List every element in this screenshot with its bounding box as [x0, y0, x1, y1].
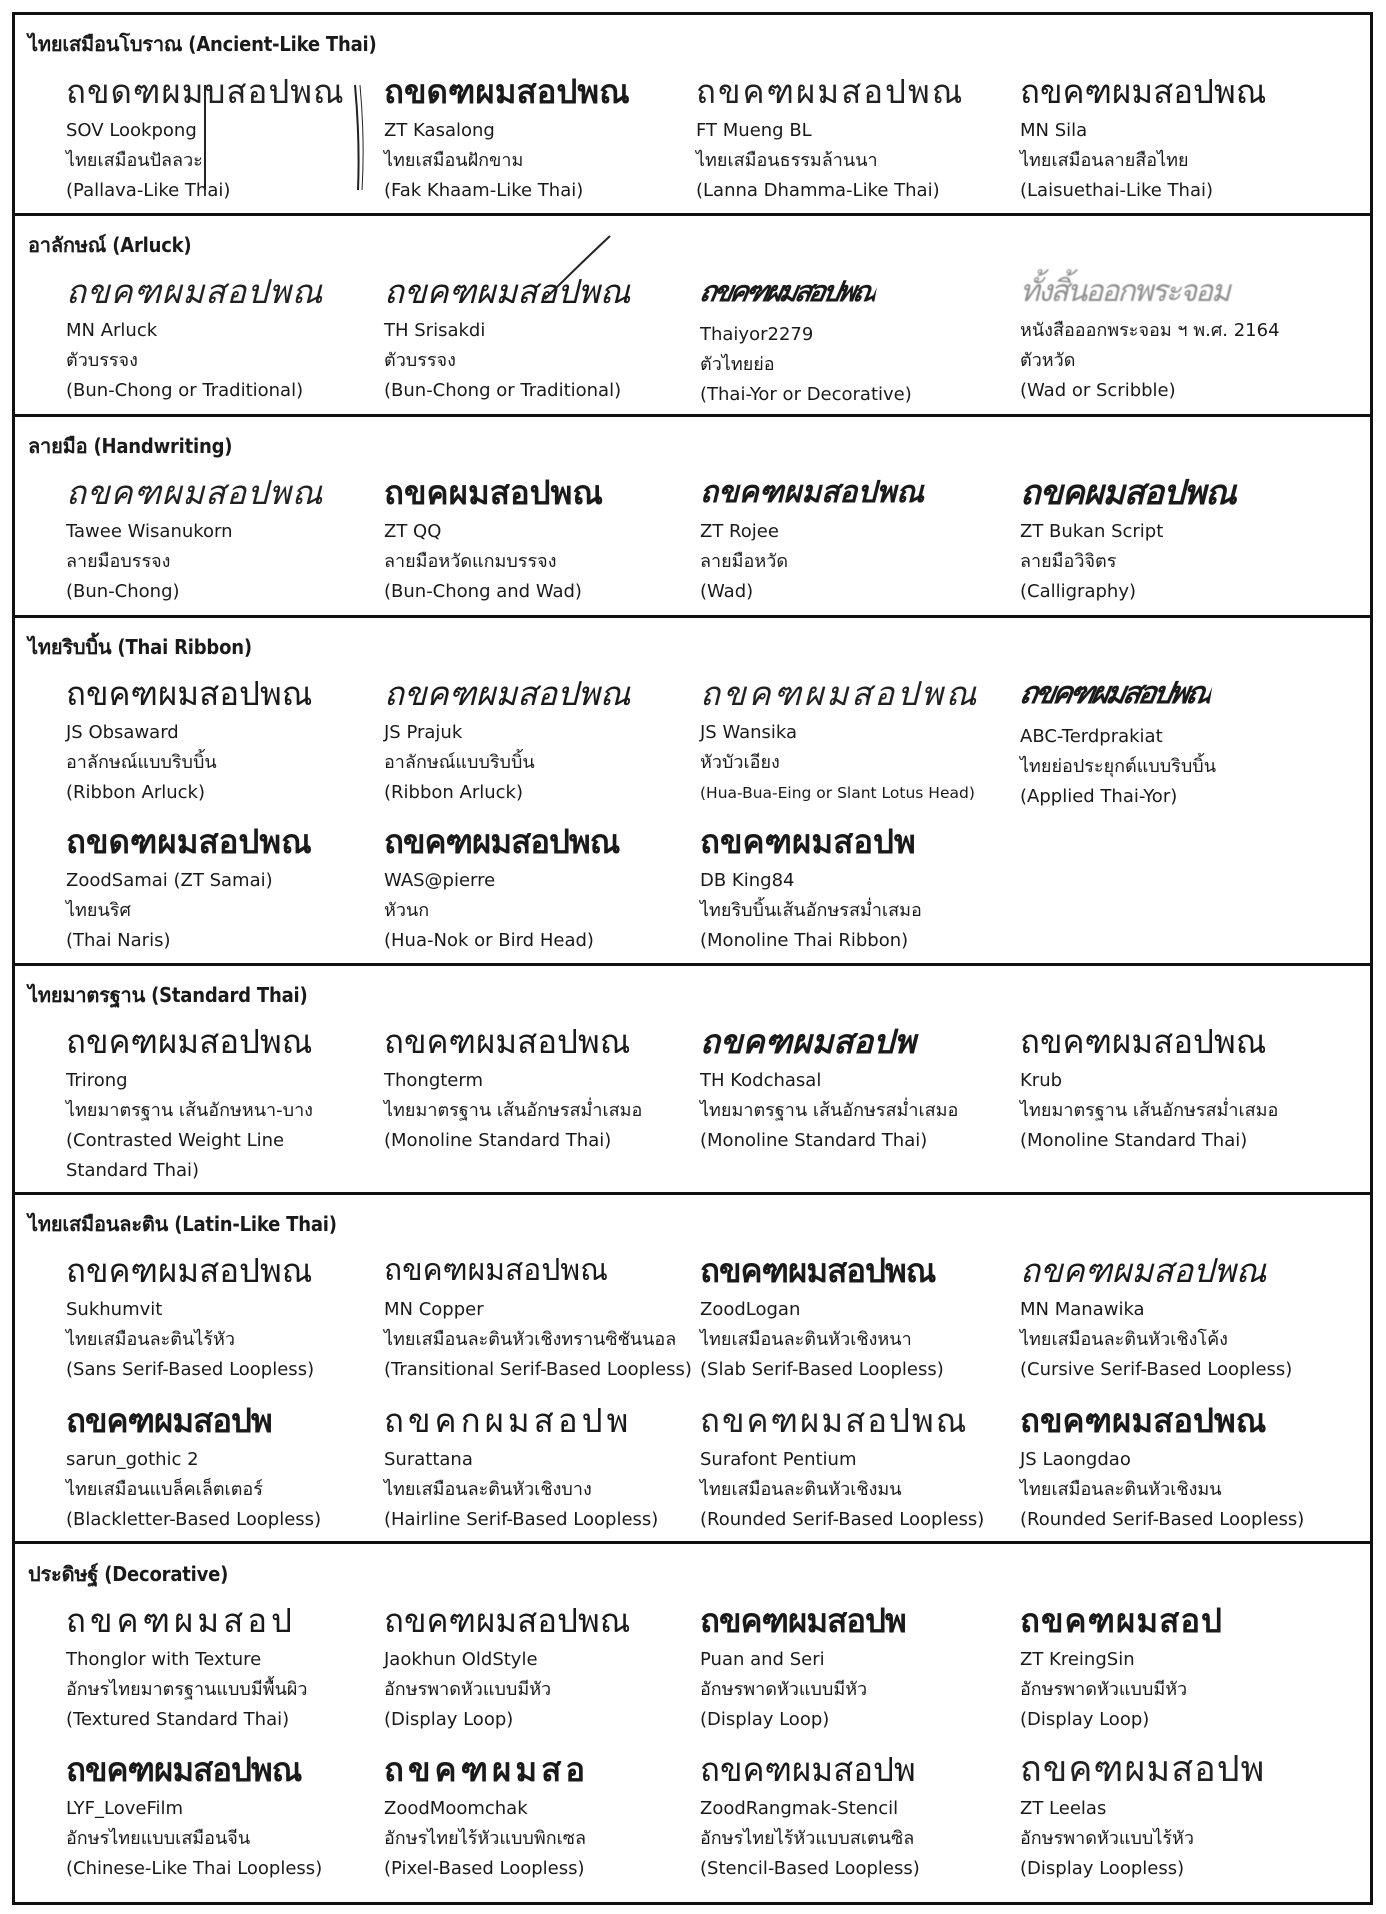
font-thai-style: ไทยนริศ — [66, 900, 131, 921]
font-english-style: (Hua-Bua-Eing or Slant Lotus Head) — [700, 784, 975, 802]
font-sample: ถขคฑผมสอปพณ — [1020, 1401, 1267, 1440]
font-card-th-kodchasal — [700, 1018, 1020, 1156]
font-sample: ถขคฑผมสอ — [384, 1750, 590, 1789]
font-thai-style: อาลักษณ์แบบริบบิ้น — [384, 752, 535, 773]
font-thai-style: ไทยเสมือนละตินหัวเชิงทรานซิชันนอล — [384, 1329, 677, 1350]
font-thai-style: อักษรพาดหัวแบบไร้หัว — [1020, 1828, 1195, 1849]
font-english-style: (Fak Khaam-Like Thai) — [384, 180, 584, 201]
font-thai-style: ไทยเสมือนแบล็คเล็ตเตอร์ — [66, 1479, 263, 1500]
font-english-style: (Stencil-Based Loopless) — [700, 1858, 920, 1879]
font-english-style: (Ribbon Arluck) — [384, 782, 523, 803]
font-thai-style: ไทยเสมือนธรรมล้านนา — [696, 150, 878, 171]
section-title-thai-ribbon: ไทยริบบิ้น (Thai Ribbon) — [28, 635, 252, 659]
font-thai-style: อักษรไทยแบบเสมือนจีน — [66, 1828, 251, 1849]
font-card-zoodrangmak-stencil — [700, 1746, 1020, 1884]
font-card-thonglor-with-texture — [66, 1597, 386, 1735]
font-sample: ถขดฑผมสอปพณ — [66, 822, 312, 861]
font-card-abc-terdprakiat — [1017, 670, 1340, 812]
font-card-js-wansika — [700, 670, 1020, 808]
font-english-style: (Cursive Serif-Based Loopless) — [1020, 1359, 1293, 1380]
flourish-stroke — [540, 234, 620, 304]
font-name: MN Manawika — [1020, 1299, 1145, 1320]
font-card-zt-bukan-script — [1020, 469, 1340, 607]
font-english-style: (Calligraphy) — [1020, 581, 1136, 602]
font-sample: ถขดฑผมสอปพณ — [384, 72, 630, 111]
font-name: ZoodSamai (ZT Samai) — [66, 870, 273, 891]
font-card-js-obsaward — [66, 670, 386, 808]
font-english-style: (Bun-Chong or Traditional) — [66, 380, 304, 401]
font-card-krub — [1020, 1018, 1340, 1156]
font-card-mn-manawika — [1020, 1247, 1340, 1385]
font-name: Thonglor with Texture — [66, 1649, 262, 1670]
font-thai-style: ไทยมาตรฐาน เส้นอักษหนา-บาง — [66, 1100, 313, 1121]
font-card-tawee-wisanukorn — [66, 469, 386, 607]
font-name: JS Prajuk — [384, 722, 463, 743]
font-sample: ถขคฑผมสอปพณ — [384, 1601, 631, 1640]
font-english-style: (Textured Standard Thai) — [66, 1709, 290, 1730]
section-divider — [12, 615, 1373, 618]
font-sample: ถขคฑผมสอปพณ — [700, 1401, 969, 1440]
font-name: ZoodLogan — [700, 1299, 801, 1320]
font-card-puan-and-seri — [700, 1597, 1020, 1735]
font-english-style: (Monoline Standard Thai) — [700, 1130, 928, 1151]
section-divider — [12, 213, 1373, 216]
font-sample: ถขคผมสอปพณ — [384, 473, 603, 512]
font-english-style: (Bun-Chong) — [66, 581, 180, 602]
font-sample: ถขดฑผมบสอปพณ — [66, 72, 345, 111]
font-english-style: (Laisuethai-Like Thai) — [1020, 180, 1213, 201]
font-english-style: (Monoline Standard Thai) — [384, 1130, 612, 1151]
font-name: ZT Kasalong — [384, 120, 495, 141]
section-divider — [12, 1541, 1373, 1544]
font-card-zt-kreingsin — [1020, 1597, 1340, 1735]
font-english-style: (Rounded Serif-Based Loopless) — [700, 1509, 985, 1530]
font-name: Thongterm — [384, 1070, 483, 1091]
font-card-zoodsamai — [66, 818, 386, 956]
font-english-style: (Monoline Standard Thai) — [1020, 1130, 1248, 1151]
font-name: MN Sila — [1020, 120, 1088, 141]
font-name: ABC-Terdprakiat — [1020, 726, 1163, 747]
font-sample: ถขคฑผมสอปพ — [700, 822, 916, 861]
font-name: Surafont Pentium — [700, 1449, 857, 1470]
font-english-style: (Bun-Chong and Wad) — [384, 581, 582, 602]
font-thai-style: ไทยเสมือนละตินหัวเชิงบาง — [384, 1479, 592, 1500]
font-sample: ถขคฑผมสอปพณ — [66, 674, 313, 713]
section-title-arluck: อาลักษณ์ (Arluck) — [28, 233, 192, 257]
font-thai-style: ตัวบรรจง — [384, 350, 456, 371]
font-english-style: (Hua-Nok or Bird Head) — [384, 930, 594, 951]
font-english-style: (Lanna Dhamma-Like Thai) — [696, 180, 940, 201]
font-sample: ถขคฑผมสอปพณ — [384, 1022, 631, 1061]
font-thai-style: ไทยเสมือนละตินไร้หัว — [66, 1329, 235, 1350]
font-name: Tawee Wisanukorn — [66, 521, 233, 542]
font-sample: ถขคฑผมสอปพณ — [384, 272, 631, 311]
font-thai-style: ไทยเสมือนละตินหัวเชิงมน — [700, 1479, 902, 1500]
font-sample: ถขคฑผมสอปพณ — [696, 72, 965, 111]
font-name: ZT KreingSin — [1020, 1649, 1135, 1670]
section-divider — [12, 1192, 1373, 1195]
font-english-style: (Monoline Thai Ribbon) — [700, 930, 909, 951]
font-card-mn-sila — [1020, 68, 1340, 206]
font-card-manuscript-2164 — [1020, 268, 1340, 406]
font-card-was-pierre — [384, 818, 704, 956]
font-sample: ถขคฑผมสอปพณ — [384, 1253, 608, 1288]
font-thai-style: ลายมือวิจิตร — [1020, 551, 1117, 572]
font-thai-style: ไทยเสมือนละตินหัวเชิงหนา — [700, 1329, 912, 1350]
font-name: Surattana — [384, 1449, 473, 1470]
font-thai-style: ไทยย่อประยุกต์แบบริบบิ้น — [1020, 756, 1216, 777]
font-sample: ถขคฑผมสอปพณ — [1020, 1251, 1267, 1290]
font-english-style: (Thai-Yor or Decorative) — [700, 384, 912, 405]
font-name: ZT Bukan Script — [1020, 521, 1164, 542]
font-english-style: (Applied Thai-Yor) — [1020, 786, 1178, 807]
font-english-style: (Contrasted Weight Line — [66, 1130, 285, 1151]
font-sample: ถขคฑผมสอปพ — [700, 1601, 906, 1640]
font-english-style: (Transitional Serif-Based Loopless) — [384, 1359, 692, 1380]
font-card-mn-copper — [384, 1247, 704, 1385]
font-card-trirong — [66, 1018, 386, 1186]
font-sample: ถขคฑผมสอปพณ — [700, 674, 980, 713]
font-thai-style: อักษรพาดหัวแบบมีหัว — [384, 1679, 552, 1700]
font-sample: ถขคฑผมสอปพ — [700, 1022, 916, 1061]
font-thai-style: ไทยเสมือนฝักขาม — [384, 150, 524, 171]
font-name: ZT QQ — [384, 521, 442, 542]
font-english-style: (Pallava-Like Thai) — [66, 180, 231, 201]
font-card-ft-mueng-bl — [696, 68, 1016, 206]
font-name: Thaiyor2279 — [700, 324, 814, 345]
font-card-js-prajuk — [384, 670, 704, 808]
font-sample: ถขคฑผมสอปพณ — [697, 275, 880, 308]
font-thai-style: ไทยเสมือนปัลลวะ — [66, 150, 203, 171]
font-english-style: (Chinese-Like Thai Loopless) — [66, 1858, 323, 1879]
font-card-sukhumvit — [66, 1247, 386, 1385]
font-name: Krub — [1020, 1070, 1063, 1091]
font-card-js-laongdao — [1020, 1397, 1340, 1535]
font-sample: ถขคฑผมสอปพ — [700, 1750, 916, 1789]
section-divider — [12, 414, 1373, 417]
font-sample: ถขคฑผมสอป — [66, 1601, 297, 1640]
font-card-db-king84 — [700, 818, 1020, 956]
font-name: LYF_LoveFilm — [66, 1798, 184, 1819]
font-card-thaiyor2279 — [697, 268, 1020, 410]
font-card-zoodlogan — [700, 1247, 1020, 1385]
font-thai-style: ลายมือหวัดแกมบรรจง — [384, 551, 557, 572]
font-name: Puan and Seri — [700, 1649, 825, 1670]
font-thai-style: ไทยมาตรฐาน เส้นอักษรสม่ำเสมอ — [700, 1100, 959, 1121]
font-sample: ถขคฑผมสอปพณ — [384, 822, 620, 861]
font-english-style: (Sans Serif-Based Loopless) — [66, 1359, 315, 1380]
font-thai-style: อักษรไทยมาตรฐานแบบมีพื้นผิว — [66, 1679, 308, 1700]
font-card-lyf-lovefilm — [66, 1746, 386, 1884]
font-sample: ถขคฑผมสอปพณ — [66, 1750, 302, 1789]
font-sample: ถขคฑผมสอปพ — [66, 1401, 272, 1440]
font-thai-style: ไทยเสมือนละตินหัวเชิงมน — [1020, 1479, 1222, 1500]
font-name: Jaokhun OldStyle — [384, 1649, 538, 1670]
font-thai-style: ตัวหวัด — [1020, 350, 1076, 371]
font-thai-style: ไทยมาตรฐาน เส้นอักษรสม่ำเสมอ — [1020, 1100, 1279, 1121]
section-title-standard-thai: ไทยมาตรฐาน (Standard Thai) — [28, 983, 308, 1007]
font-thai-style: อักษรพาดหัวแบบมีหัว — [1020, 1679, 1188, 1700]
font-card-zt-qq — [384, 469, 704, 607]
font-thai-style: ไทยเสมือนลายสือไทย — [1020, 150, 1189, 171]
font-card-surattana — [384, 1397, 704, 1535]
font-name: TH Srisakdi — [384, 320, 486, 341]
font-thai-style: หัวนก — [384, 900, 430, 921]
font-thai-style: อาลักษณ์แบบริบบิ้น — [66, 752, 217, 773]
font-card-surafont-pentium — [700, 1397, 1020, 1535]
font-english-style: (Display Loop) — [1020, 1709, 1150, 1730]
font-thai-style: ไทยเสมือนละตินหัวเชิงโค้ง — [1020, 1329, 1228, 1350]
font-name: Trirong — [66, 1070, 128, 1091]
font-english-style: (Rounded Serif-Based Loopless) — [1020, 1509, 1305, 1530]
font-english-style: (Hairline Serif-Based Loopless) — [384, 1509, 659, 1530]
section-title-latin-like-thai: ไทยเสมือนละติน (Latin-Like Thai) — [28, 1212, 337, 1236]
font-thai-style: อักษรไทยไร้หัวแบบสเตนซิล — [700, 1828, 915, 1849]
font-thai-style: ไทยริบบิ้นเส้นอักษรสม่ำเสมอ — [700, 900, 922, 921]
font-sample: ถขคฑผมสอปพณ — [66, 1022, 313, 1061]
font-sample: ถขคฑผมสอปพณ — [1017, 676, 1215, 711]
font-name: JS Obsaward — [66, 722, 179, 743]
font-name: WAS@pierre — [384, 870, 496, 891]
font-name: หนังสือออกพระจอม ฯ พ.ศ. 2164 — [1020, 320, 1280, 341]
font-sample: ทั้งสิ้นออกพระจอม — [1020, 274, 1229, 309]
font-thai-style: ตัวบรรจง — [66, 350, 138, 371]
section-title-ancient-like-thai: ไทยเสมือนโบราณ (Ancient-Like Thai) — [28, 32, 377, 56]
font-english-style: (Thai Naris) — [66, 930, 171, 951]
font-english-style: (Display Loop) — [700, 1709, 830, 1730]
font-sample: ถขคฑผมสอปพณ — [384, 674, 631, 713]
section-title-decorative: ประดิษฐ์ (Decorative) — [28, 1562, 229, 1586]
font-thai-style: อักษรพาดหัวแบบมีหัว — [700, 1679, 868, 1700]
font-sample: ถขคฑผมสอปพณ — [700, 475, 924, 510]
font-name: TH Kodchasal — [700, 1070, 822, 1091]
font-name: Sukhumvit — [66, 1299, 163, 1320]
section-title-handwriting: ลายมือ (Handwriting) — [28, 434, 233, 458]
font-name: ZT Leelas — [1020, 1798, 1107, 1819]
font-card-zoodmoomchak — [384, 1746, 704, 1884]
font-english-style: (Ribbon Arluck) — [66, 782, 205, 803]
font-name: JS Wansika — [700, 722, 798, 743]
font-sample: ถขคผมสอปพณ — [1020, 473, 1236, 513]
font-english-style-cont: Standard Thai) — [66, 1160, 200, 1181]
font-name: SOV Lookpong — [66, 120, 197, 141]
font-english-style: (Display Loop) — [384, 1709, 514, 1730]
section-divider — [12, 963, 1373, 966]
font-thai-style: ตัวไทยย่อ — [700, 354, 775, 375]
font-sample: ถขคฑผมสอป — [1020, 1601, 1224, 1640]
font-card-jaokhun-oldstyle — [384, 1597, 704, 1735]
font-name: ZoodRangmak-Stencil — [700, 1798, 899, 1819]
font-name: ZoodMoomchak — [384, 1798, 528, 1819]
font-sample: ถขคฑผมสอปพณ — [66, 473, 324, 512]
font-thai-style: หัวบัวเอียง — [700, 752, 780, 773]
font-card-zt-kasalong — [384, 68, 704, 206]
font-card-thongterm — [384, 1018, 704, 1156]
font-sample: ถขคฑผมสอปพณ — [1020, 72, 1267, 111]
font-english-style: (Pixel-Based Loopless) — [384, 1858, 585, 1879]
font-thai-style: ลายมือหวัด — [700, 551, 789, 572]
font-sample: ถขคฑผมสอปพณ — [66, 272, 324, 311]
font-english-style: (Wad) — [700, 581, 754, 602]
font-card-zt-rojee — [700, 469, 1020, 607]
font-sample: ถขคฑผมสอปพณ — [66, 1251, 313, 1290]
font-thai-style: ลายมือบรรจง — [66, 551, 171, 572]
font-english-style: (Display Loopless) — [1020, 1858, 1185, 1879]
font-sample: ถขคฑผมสอปพณ — [700, 1251, 936, 1290]
decorative-strokes — [200, 80, 370, 200]
font-name: ZT Rojee — [700, 521, 779, 542]
font-english-style: (Bun-Chong or Traditional) — [384, 380, 622, 401]
font-card-mn-arluck — [66, 268, 386, 406]
font-name: sarun_gothic 2 — [66, 1449, 199, 1470]
font-sample: ถขคกผมสอปพ — [384, 1401, 633, 1440]
font-english-style: (Slab Serif-Based Loopless) — [700, 1359, 944, 1380]
font-name: MN Arluck — [66, 320, 158, 341]
font-name: FT Mueng BL — [696, 120, 812, 141]
font-name: JS Laongdao — [1020, 1449, 1131, 1470]
font-english-style: (Wad or Scribble) — [1020, 380, 1176, 401]
font-sample: ถขคฑผมสอปพ — [1020, 1749, 1266, 1790]
font-english-style: (Blackletter-Based Loopless) — [66, 1509, 322, 1530]
font-thai-style: ไทยมาตรฐาน เส้นอักษรสม่ำเสมอ — [384, 1100, 643, 1121]
font-thai-style: อักษรไทยไร้หัวแบบพิกเซล — [384, 1828, 587, 1849]
font-card-zt-leelas — [1020, 1746, 1340, 1884]
font-name: MN Copper — [384, 1299, 484, 1320]
font-name: DB King84 — [700, 870, 795, 891]
font-sample: ถขคฑผมสอปพณ — [1020, 1022, 1267, 1061]
font-card-sarun-gothic-2 — [66, 1397, 386, 1535]
